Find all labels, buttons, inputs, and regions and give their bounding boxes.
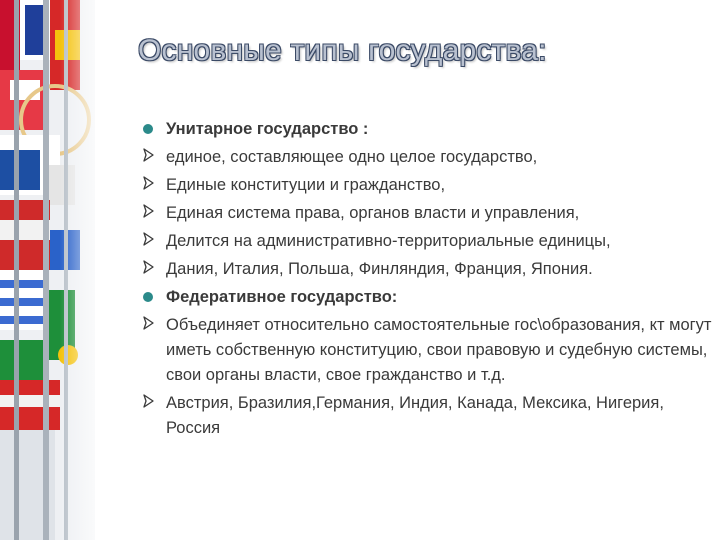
item-text: Единые конституции и гражданство, [166, 176, 446, 194]
bullet-dot-icon [143, 285, 159, 310]
item-text: Австрия, Бразилия,Германия, Индия, Канада, Мексика, Нигерия, Россия [166, 394, 664, 437]
item-text: Дания, Италия, Польша, Финляндия, Франция, Япония. [166, 260, 593, 278]
list-item [143, 173, 713, 198]
chevron-right-icon [143, 232, 155, 246]
dot-icon [143, 292, 153, 302]
arrow-bullet-icon [143, 257, 159, 282]
list-item [143, 229, 713, 254]
chevron-right-icon [143, 204, 155, 218]
list-item [143, 257, 713, 282]
item-text: Федеративное государство: [166, 288, 398, 306]
arrow-bullet-icon [143, 391, 159, 416]
slide-title: Основные типы государства: [138, 34, 547, 67]
arrow-bullet-icon [143, 145, 159, 170]
dot-icon [143, 124, 153, 134]
bullet-dot-icon [143, 117, 159, 142]
chevron-right-icon [143, 316, 155, 330]
flags-decoration [0, 0, 95, 540]
item-text: Единая система права, органов власти и управления, [166, 204, 580, 222]
item-text: Делится на административно-территориальные единицы, [166, 232, 611, 250]
chevron-right-icon [143, 394, 155, 408]
chevron-right-icon [143, 260, 155, 274]
list-item [143, 145, 713, 170]
arrow-bullet-icon [143, 229, 159, 254]
slide-content [143, 117, 713, 444]
chevron-right-icon [143, 176, 155, 190]
section-heading [143, 285, 713, 310]
arrow-bullet-icon [143, 201, 159, 226]
section-heading [143, 117, 713, 142]
list-item [143, 313, 713, 388]
item-text: Объединяет относительно самостоятельные гос\образования, кт могут иметь собственную конституцию, свои правовую и судебную системы, свои органы власти, свое гражданство и т.д. [166, 316, 712, 384]
flags-fade-overlay [60, 0, 95, 540]
chevron-right-icon [143, 148, 155, 162]
list-item [143, 391, 713, 441]
arrow-bullet-icon [143, 313, 159, 338]
list-item [143, 201, 713, 226]
item-text: Унитарное государство : [166, 120, 369, 138]
item-text: единое, составляющее одно целое государство, [166, 148, 538, 166]
arrow-bullet-icon [143, 173, 159, 198]
